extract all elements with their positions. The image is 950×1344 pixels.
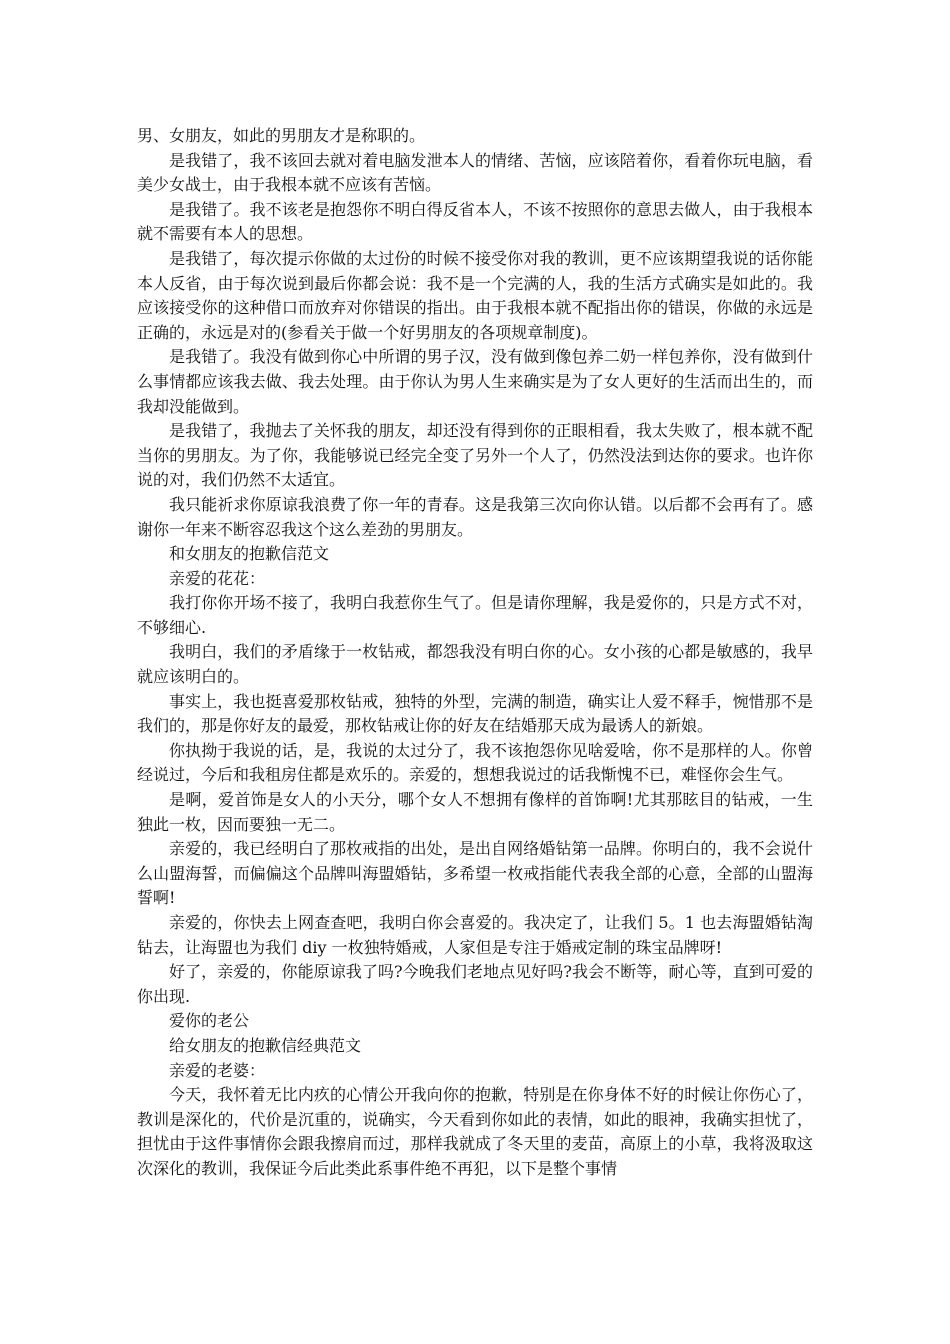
paragraph-1: 男、女朋友，如此的男朋友才是称职的。 [137,126,426,145]
paragraph-7: 我只能祈求你原谅我浪费了你一年的青春。这是我第三次向你认错。以后都不会再有了。感谢你一年来不断容忍我这个这么差劲的男朋友。 [137,494,813,539]
signature-1: 爱你的老公 [169,1011,250,1031]
document-body [137,124,813,1182]
paragraph-17: 好了，亲爱的，你能原谅我了吗?今晚我们老地点见好吗?我会不断等，耐心等，直到可爱的你出现. [137,962,813,1006]
letter-heading-1: 和女朋友的抱歉信范文 [169,544,330,564]
paragraph-10: 我打你你开场不接了，我明白我惹你生气了。但是请你理解，我是爱你的，只是方式不对，不够细心. [137,593,813,637]
paragraph-6: 是我错了，我抛去了关怀我的朋友，却还没有得到你的正眼相看，我太失败了，根本就不配当你的男朋友。为了你，我能够说已经完全变了另外一个人了，仍然没法到达你的要求。也许你说的对，我们仍然不太适宜。 [137,421,813,490]
paragraph-14: 是啊，爱首饰是女人的小天分，哪个女人不想拥有像样的首饰啊!尤其那眩目的钻戒，一生独此一枚，因而要独一无二。 [137,790,813,834]
salutation-1: 亲爱的花花： [169,568,266,588]
letter-heading-2: 给女朋友的抱歉信经典范文 [169,1035,362,1055]
paragraph-15: 亲爱的，我已经明白了那枚戒指的出处，是出自网络婚钻第一品牌。你明白的，我不会说什么山盟海誓，而偏偏这个品牌叫海盟婚钻，多希望一枚戒指能代表我全部的心意，全部的山盟海誓啊! [137,839,813,908]
salutation-2: 亲爱的老婆： [169,1060,266,1080]
paragraph-5: 是我错了。我没有做到你心中所谓的男子汉，没有做到像包养二奶一样包养你，没有做到什么事情都应该我去做、我去处理。由于你认为男人生来确实是为了女人更好的生活而出生的，而我却没能做到。 [137,347,813,416]
paragraph-11: 我明白，我们的矛盾缘于一枚钻戒，都怨我没有明白你的心。女小孩的心都是敏感的，我早就应该明白的。 [137,642,813,687]
paragraph-13: 你执拗于我说的话，是，我说的太过分了，我不该抱怨你见啥爱啥，你不是那样的人。你曾经说过，今后和我租房住都是欢乐的。亲爱的，想想我说过的话我惭愧不已，难怪你会生气。 [137,740,813,785]
paragraph-16: 亲爱的，你快去上网查查吧，我明白你会喜爱的。我决定了，让我们 5。1 也去海盟婚钻淘钻去，让海盟也为我们 diy 一枚独特婚戒，人家但是专注于婚戒定制的珠宝品牌呀! [137,913,813,957]
paragraph-4: 是我错了，每次提示你做的太过份的时候不接受你对我的教训，更不应该期望我说的话你能本人反省，由于每次说到最后你都会说：我不是一个完满的人，我的生活方式确实是如此的。我应该接受你的这种借口而放弃对你错误的指出。由于我根本就不配指出你的错误，你做的永远是正确的，永远是对的(参看关于做一个好男朋友的各项规章制度)。 [137,248,813,342]
paragraph-21: 今天，我怀着无比内疚的心情公开我向你的抱歉，特别是在你身体不好的时候让你伤心了，教训是深化的，代价是沉重的，说确实，今天看到你如此的表情，如此的眼神，我确实担忧了，担忧由于这件事情你会跟我擦肩而过，那样我就成了冬天里的麦苗，高原上的小草，我将汲取这次深化的教训，我保证今后此类此系事件绝不再犯，以下是整个事情 [137,1085,813,1178]
paragraph-3: 是我错了。我不该老是抱怨你不明白得反省本人，不该不按照你的意思去做人，由于我根本就不需要有本人的思想。 [137,199,813,244]
paragraph-12: 事实上，我也挺喜爱那枚钻戒，独特的外型，完满的制造，确实让人爱不释手，惋惜那不是我们的，那是你好友的最爱，那枚钻戒让你的好友在结婚那天成为最诱人的新娘。 [137,691,813,736]
paragraph-2: 是我错了，我不该回去就对着电脑发泄本人的情绪、苦恼，应该陪着你，看着你玩电脑，看美少女战士，由于我根本就不应该有苦恼。 [137,150,813,195]
